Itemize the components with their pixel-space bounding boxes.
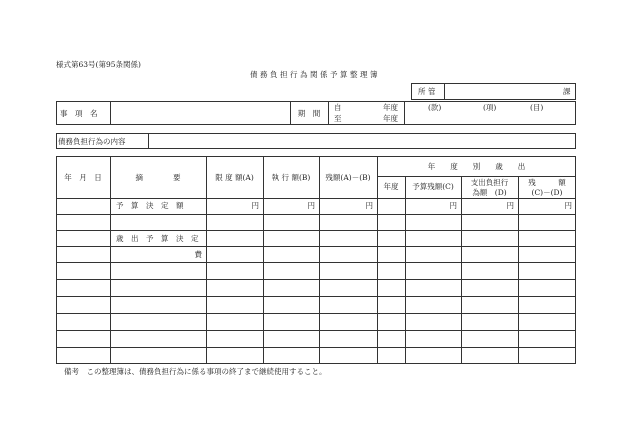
from-label: 自 [334,103,342,112]
period-label: 期 間 [297,109,321,118]
header-fiscal-year: 年度 [383,182,399,191]
header-balance: 残額(A)－(B) [325,173,371,182]
row-budget-decision: 予 算 決 定 額 [116,201,184,210]
to-year-unit: 年度 [383,114,398,123]
yen-executed: 円 [307,201,315,210]
header-executed: 執 行 額(B) [271,173,311,182]
yen-budget-amount: 円 [449,201,457,210]
header-limit: 限 度 額(A) [215,173,254,182]
content-row [56,133,576,149]
header-expenditure-line1: 支出負担行 [470,178,509,187]
from-year-unit: 年度 [383,103,398,112]
yen-balance: 円 [365,201,373,210]
budget-code-kou: (項) [483,103,497,112]
document-title: 債務負担行為関係予算整理簿 [250,70,380,79]
content-label: 債務負担行為の内容 [58,137,126,146]
header-date: 年 月 日 [64,173,102,182]
header-expenditure-line2: 為額 (D) [472,188,507,197]
header-annual-expenditure: 年 度 別 歳 出 [427,162,526,171]
header-remain-line1: 残 額 [528,178,566,187]
dept-label: 所管 [418,87,438,96]
form-number: 様式第63号(第95条関係) [56,60,141,69]
item-name-label: 事 項 名 [60,109,98,118]
yen-remain: 円 [564,201,572,210]
header-summary: 摘 要 [135,173,181,182]
header-budget-amount: 予算残額(C) [412,182,454,191]
budget-code-moku: (目) [530,103,544,112]
row-expense-decision-cont: 費 [194,250,202,259]
yen-expenditure: 円 [506,201,514,210]
footer-note: 備考 この整理簿は、債務負担行為に係る事項の終了まで継続使用すること。 [64,367,327,376]
row-expense-decision: 歳 出 予 算 決 定 [116,234,199,243]
yen-limit: 円 [251,201,259,210]
section-label: 課 [563,87,571,96]
budget-code-kan: (款) [428,103,442,112]
to-label: 至 [334,114,342,123]
header-remain-line2: (C)－(D) [531,188,563,197]
